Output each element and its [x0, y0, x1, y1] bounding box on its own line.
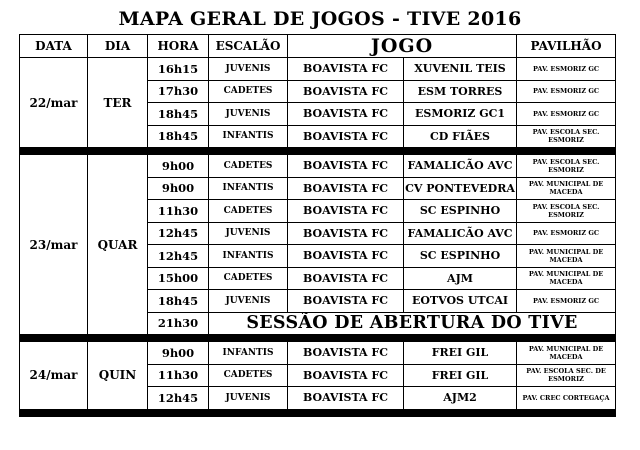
day-date: 23/mar — [20, 155, 88, 335]
game-time: 15h00 — [148, 267, 209, 290]
game-home-team: BOAVISTA FC — [288, 290, 404, 313]
event-time: 21h30 — [148, 312, 209, 335]
game-time: 18h45 — [148, 290, 209, 313]
game-home-team: BOAVISTA FC — [288, 387, 404, 410]
game-home-team: BOAVISTA FC — [288, 200, 404, 223]
game-away-team: FREI GIL — [404, 364, 517, 387]
game-venue: PAV. CREC CORTEGAÇA — [517, 387, 616, 410]
game-home-team: BOAVISTA FC — [288, 177, 404, 200]
game-level: CADETES — [209, 155, 288, 178]
game-time: 9h00 — [148, 177, 209, 200]
opening-session-label: SESSÃO DE ABERTURA DO TIVE — [209, 312, 616, 335]
game-level: JUVENIS — [209, 58, 288, 81]
game-time: 12h45 — [148, 222, 209, 245]
game-venue: PAV. ESMORIZ GC — [517, 222, 616, 245]
game-time: 12h45 — [148, 245, 209, 268]
header-row — [20, 35, 616, 58]
game-home-team: BOAVISTA FC — [288, 342, 404, 365]
game-home-team: BOAVISTA FC — [288, 222, 404, 245]
game-venue: PAV. ESCOLA SEC. DE ESMORIZ — [517, 364, 616, 387]
page-title: MAPA GERAL DE JOGOS - TIVE 2016 — [118, 8, 522, 30]
game-away-team: EOTVOS UTCAI — [404, 290, 517, 313]
game-venue: PAV. MUNICIPAL DE MACEDA — [517, 267, 616, 290]
game-away-team: XUVENIL TEIS — [404, 58, 517, 81]
game-row — [20, 58, 616, 81]
header-escalao: ESCALÃO — [209, 35, 288, 58]
game-time: 16h15 — [148, 58, 209, 81]
game-away-team: CV PONTEVEDRA — [404, 177, 517, 200]
game-home-team: BOAVISTA FC — [288, 155, 404, 178]
game-home-team: BOAVISTA FC — [288, 58, 404, 81]
game-level: CADETES — [209, 364, 288, 387]
game-time: 18h45 — [148, 125, 209, 148]
game-level: INFANTIS — [209, 342, 288, 365]
day-weekday: TER — [88, 58, 148, 148]
game-away-team: SC ESPINHO — [404, 200, 517, 223]
game-away-team: FAMALICÃO AVC — [404, 155, 517, 178]
game-level: CADETES — [209, 200, 288, 223]
game-venue: PAV. MUNICIPAL DE MACEDA — [517, 342, 616, 365]
game-level: CADETES — [209, 267, 288, 290]
game-away-team: ESM TORRES — [404, 80, 517, 103]
game-level: JUVENIS — [209, 222, 288, 245]
header-hora: HORA — [148, 35, 209, 58]
game-time: 18h45 — [148, 103, 209, 126]
day-date: 22/mar — [20, 58, 88, 148]
game-away-team: FREI GIL — [404, 342, 517, 365]
game-venue: PAV. ESCOLA SEC. ESMORIZ — [517, 200, 616, 223]
game-venue: PAV. MUNICIPAL DE MACEDA — [517, 245, 616, 268]
game-level: INFANTIS — [209, 177, 288, 200]
game-level: INFANTIS — [209, 245, 288, 268]
game-venue: PAV. ESMORIZ GC — [517, 290, 616, 313]
day-separator — [20, 335, 616, 342]
game-home-team: BOAVISTA FC — [288, 267, 404, 290]
day-weekday: QUAR — [88, 155, 148, 335]
game-time: 9h00 — [148, 155, 209, 178]
game-away-team: FAMALICÃO AVC — [404, 222, 517, 245]
game-time: 9h00 — [148, 342, 209, 365]
game-level: CADETES — [209, 80, 288, 103]
game-home-team: BOAVISTA FC — [288, 80, 404, 103]
game-home-team: BOAVISTA FC — [288, 125, 404, 148]
game-row — [20, 342, 616, 365]
game-time: 11h30 — [148, 200, 209, 223]
day-weekday: QUIN — [88, 342, 148, 410]
game-venue: PAV. MUNICIPAL DE MACEDA — [517, 177, 616, 200]
header-pavilhao: PAVILHÃO — [517, 35, 616, 58]
game-level: JUVENIS — [209, 387, 288, 410]
game-level: INFANTIS — [209, 125, 288, 148]
header-data: DATA — [20, 35, 88, 58]
game-away-team: AJM2 — [404, 387, 517, 410]
game-away-team: CD FIÃES — [404, 125, 517, 148]
game-venue: PAV. ESCOLA SEC. ESMORIZ — [517, 125, 616, 148]
game-level: JUVENIS — [209, 290, 288, 313]
header-jogo: JOGO — [288, 35, 517, 58]
game-venue: PAV. ESMORIZ GC — [517, 103, 616, 126]
game-away-team: ESMORIZ GC1 — [404, 103, 517, 126]
game-time: 17h30 — [148, 80, 209, 103]
table-bottom-bar — [20, 409, 616, 416]
game-home-team: BOAVISTA FC — [288, 364, 404, 387]
header-dia: DIA — [88, 35, 148, 58]
game-home-team: BOAVISTA FC — [288, 103, 404, 126]
game-home-team: BOAVISTA FC — [288, 245, 404, 268]
game-venue: PAV. ESMORIZ GC — [517, 80, 616, 103]
schedule-table — [19, 34, 616, 417]
game-away-team: AJM — [404, 267, 517, 290]
game-level: JUVENIS — [209, 103, 288, 126]
day-date: 24/mar — [20, 342, 88, 410]
game-venue: PAV. ESCOLA SEC. ESMORIZ — [517, 155, 616, 178]
game-time: 11h30 — [148, 364, 209, 387]
game-away-team: SC ESPINHO — [404, 245, 517, 268]
game-time: 12h45 — [148, 387, 209, 410]
game-venue: PAV. ESMORIZ GC — [517, 58, 616, 81]
game-row — [20, 155, 616, 178]
day-separator — [20, 148, 616, 155]
